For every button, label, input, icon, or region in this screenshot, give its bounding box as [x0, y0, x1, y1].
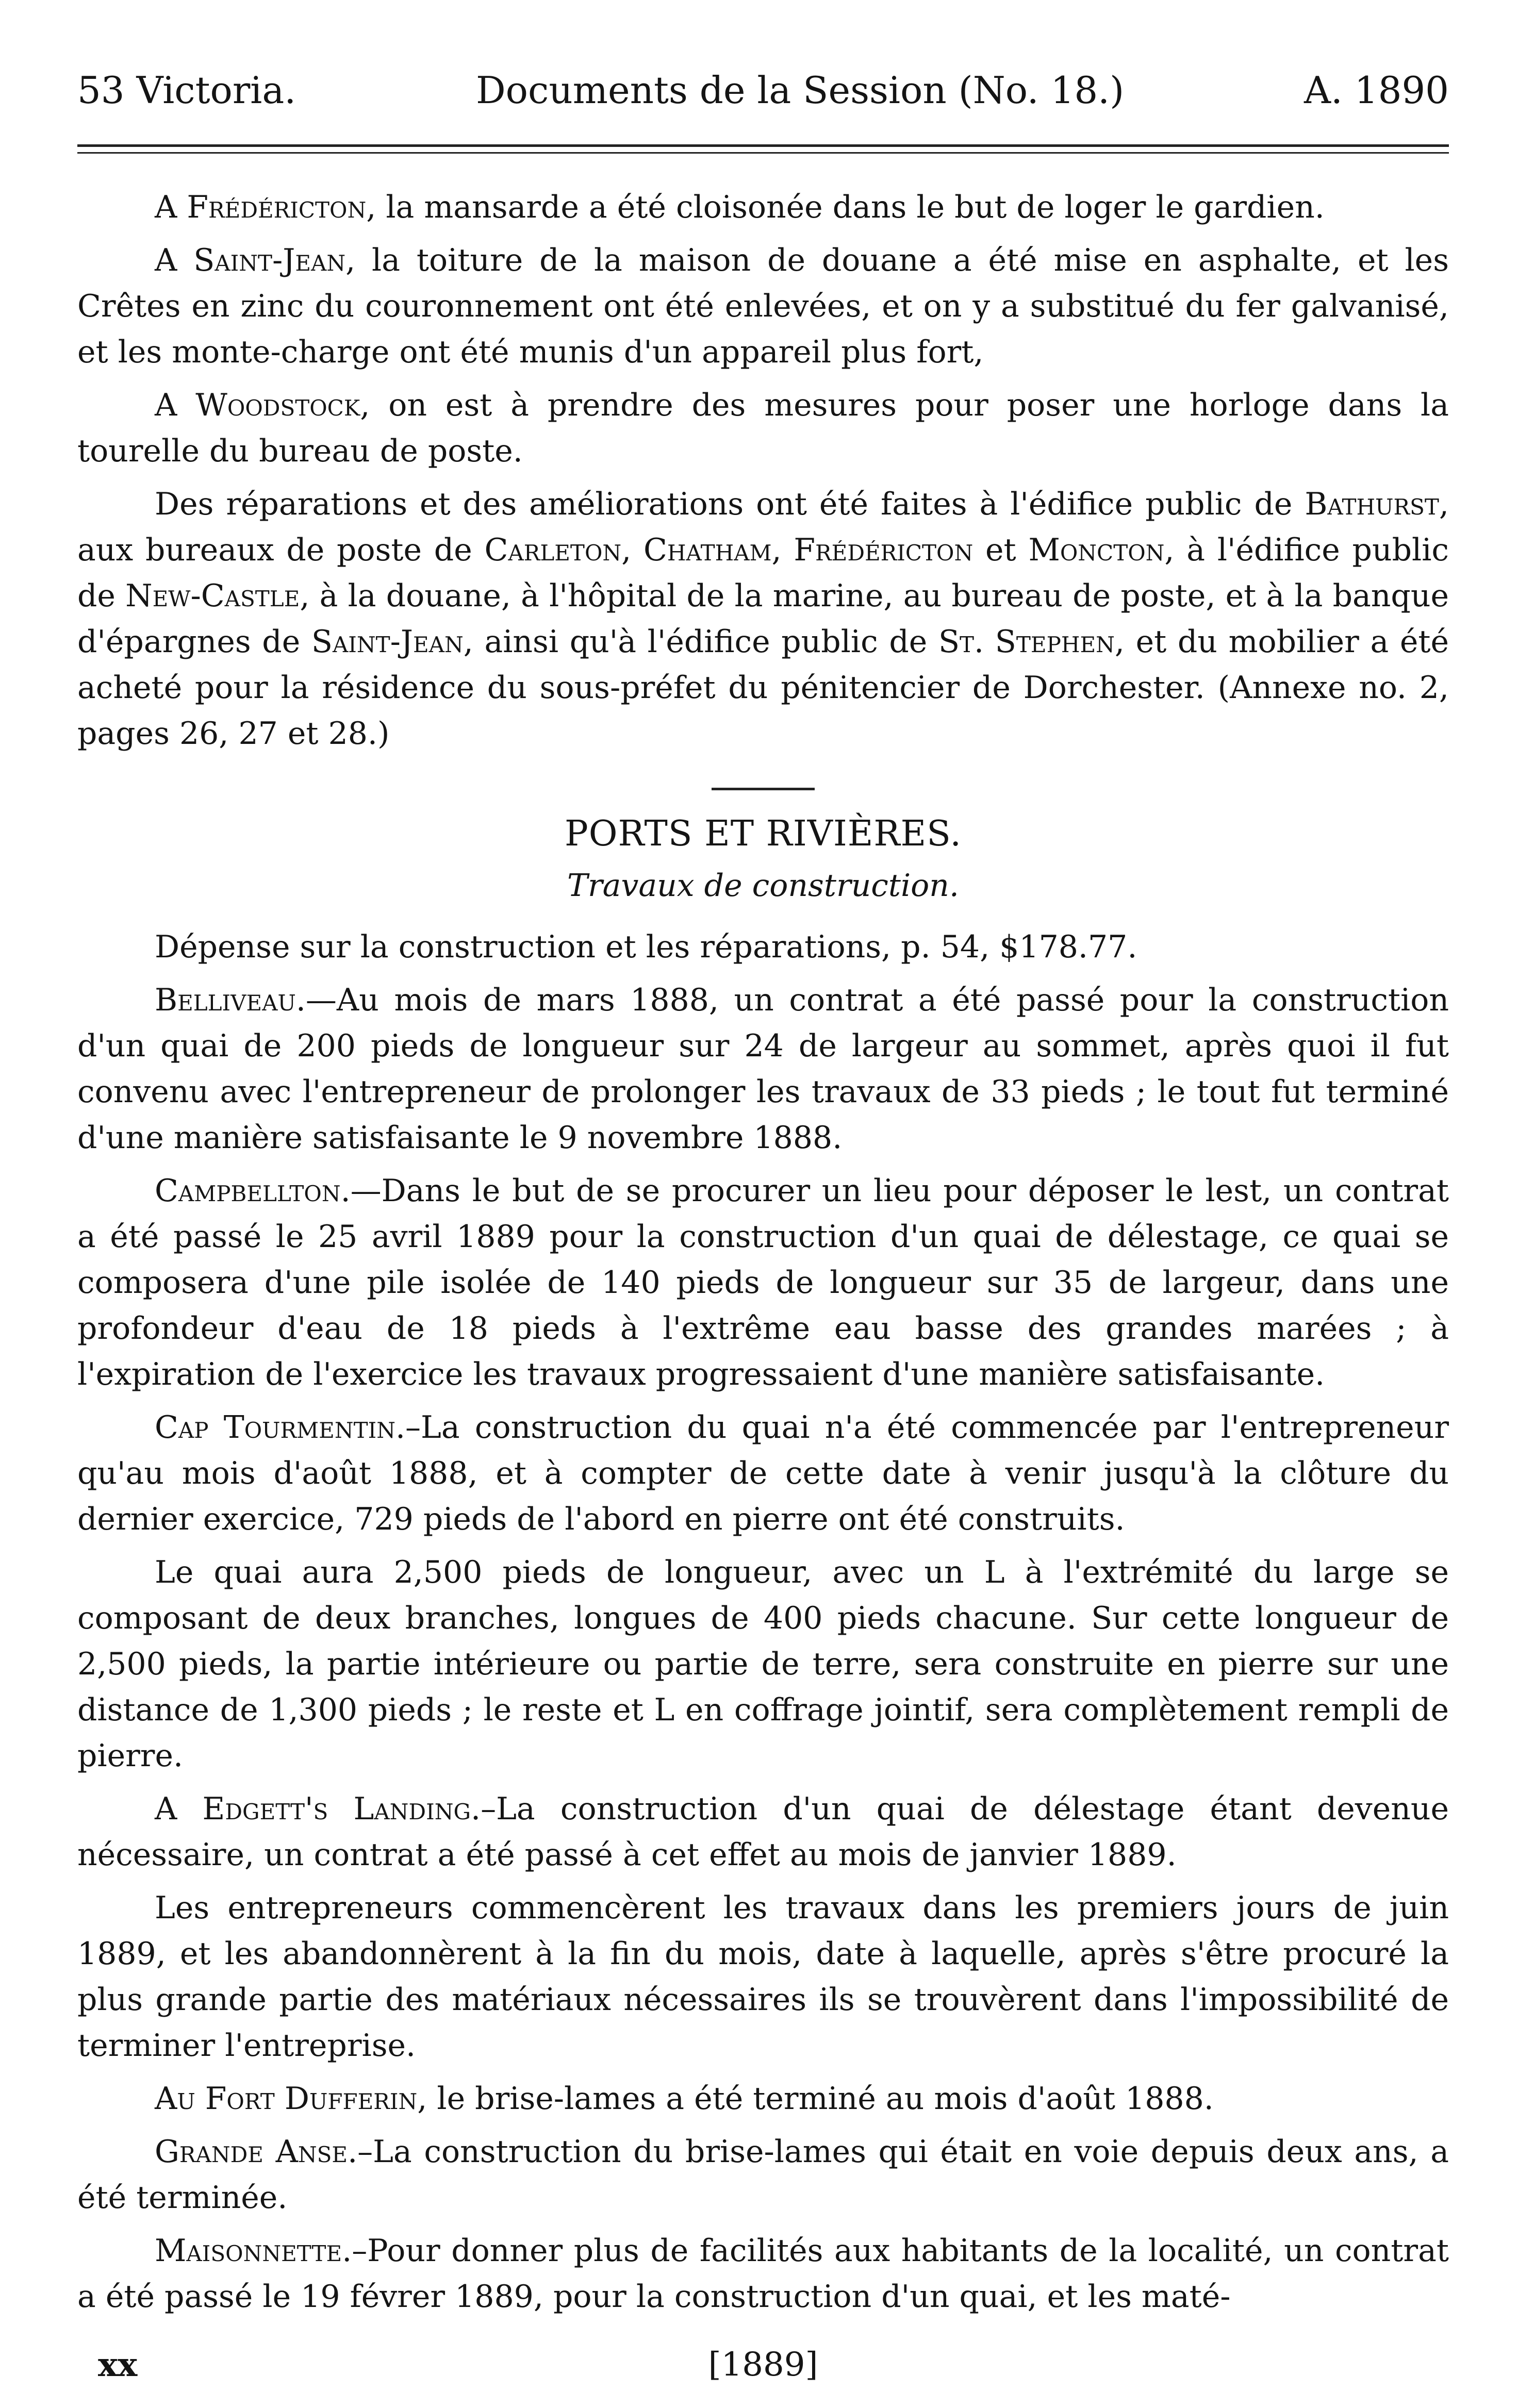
place-name: Woodstock	[195, 387, 360, 423]
place-name: Belliveau	[155, 982, 296, 1018]
paragraph-section-4	[77, 1550, 1449, 1779]
paragraph-text: , le brise-lames a été terminé au mois d'août 1888.	[417, 2081, 1214, 2117]
paragraph-section-7	[77, 2076, 1449, 2122]
paragraph-text: .–La construction du brise-lames qui était en voie depuis deux ans, a été terminée.	[77, 2134, 1449, 2216]
paragraph-text: , à l'édifice public de	[77, 532, 1449, 614]
paragraph-text: .—Au mois de mars 1888, un contrat a été passé pour la construction d'un quai de 200 pieds de longueur sur 24 de largeur au sommet, après quoi il fut convenu avec l'entrepreneur de prolonger les travaux de 33 pieds ; le tout fut terminé d'une manière satisfaisante le 9 novembre 1888.	[77, 982, 1449, 1156]
paragraph-text: ,	[771, 532, 794, 568]
place-name: St. Stephen	[938, 624, 1115, 660]
section-paragraphs	[77, 924, 1449, 2320]
page-footer	[77, 2346, 1449, 2397]
paragraph-top-1	[77, 238, 1449, 375]
body-text	[77, 185, 1449, 2320]
paragraph-top-0	[77, 185, 1449, 230]
place-name: Saint-Jean	[193, 242, 346, 278]
paragraph-section-0	[77, 924, 1449, 970]
place-name: Carleton	[484, 532, 622, 568]
paragraph-lead: A	[155, 242, 194, 278]
paragraph-section-1	[77, 977, 1449, 1161]
paragraph-section-3	[77, 1405, 1449, 1542]
paragraph-text: , la toiture de la maison de douane a été mise en asphalte, et les Crêtes en zinc du couronnement ont été enlevées, et on y a substitué du fer galvanisé, et les monte-charge ont été munis d'un appareil plus fort,	[77, 242, 1449, 370]
place-name: Bathurst	[1305, 486, 1439, 522]
footer-page-marker: [1889]	[708, 2346, 818, 2384]
paragraph-repairs	[77, 481, 1449, 757]
place-name: Chatham	[644, 532, 772, 568]
place-name: Saint-Jean	[311, 624, 464, 660]
paragraph-lead: A	[155, 1791, 203, 1827]
paragraph-section-5	[77, 1786, 1449, 1878]
document-page	[77, 62, 1449, 2384]
paragraph-text: , à la douane, à l'hôpital de la marine, au bureau de poste, et à la banque d'épargnes de	[77, 578, 1449, 660]
paragraph-text: Les entrepreneurs commencèrent les travaux dans les premiers jours de juin 1889, et les abandonnèrent à la fin du mois, date à laquelle, après s'être procuré la plus grande partie des matériaux nécessaires ils se trouvèrent dans l'impossibilité de terminer l'entreprise.	[77, 1890, 1449, 2064]
header-double-rule	[77, 144, 1449, 154]
header-center: Documents de la Session (No. 18.)	[475, 69, 1125, 112]
paragraph-text: .–Pour donner plus de facilités aux habitants de la localité, un contrat a été passé le 19 févrer 1889, pour la construction d'un quai, et les maté-	[77, 2233, 1449, 2315]
place-name: Cap Tourmentin	[155, 1409, 395, 1446]
place-name: Maisonnette	[155, 2233, 342, 2269]
place-name: Frédéricton	[794, 532, 974, 568]
section-divider	[712, 788, 815, 790]
paragraph-lead: A	[155, 387, 196, 423]
place-name: Campbellton	[155, 1173, 341, 1209]
place-name: Grande Anse	[155, 2134, 348, 2170]
place-name: New-Castle	[125, 578, 300, 614]
paragraph-top-2	[77, 383, 1449, 474]
paragraph-text: , on est à prendre des mesures pour poser une horloge dans la tourelle du bureau de poste.	[77, 387, 1449, 469]
paragraph-text: Des réparations et des améliorations ont été faites à l'édifice public de	[155, 486, 1305, 522]
running-header	[77, 62, 1449, 119]
paragraph-text: .–La construction d'un quai de délestage étant devenue nécessaire, un contrat a été passé à cet effet au mois de janvier 1889.	[77, 1791, 1449, 1873]
paragraph-section-6	[77, 1885, 1449, 2069]
place-name: Frédéricton	[187, 189, 367, 225]
paragraph-section-8	[77, 2129, 1449, 2221]
paragraph-text: , ainsi qu'à l'édifice public de	[463, 624, 938, 660]
paragraph-text: , la mansarde a été cloisonée dans le but de loger le gardien.	[366, 189, 1325, 225]
paragraph-section-9	[77, 2228, 1449, 2320]
paragraph-text: ,	[621, 532, 644, 568]
paragraph-text: , aux bureaux de poste de	[77, 486, 1449, 568]
paragraph-text: Dépense sur la construction et les réparations, p. 54, $178.77.	[155, 929, 1137, 965]
section-subtitle: Travaux de construction.	[567, 868, 960, 904]
paragraph-text: .–La construction du quai n'a été commencée par l'entrepreneur qu'au mois d'août 1888, et à compter de cette date à venir jusqu'à la clôture du dernier exercice, 729 pieds de l'abord en pierre ont été construits.	[77, 1409, 1449, 1537]
header-left: 53 Victoria.	[77, 69, 296, 112]
paragraph-text: , et du mobilier a été acheté pour la résidence du sous-préfet du pénitencier de Dorchester. (Annexe no. 2, pages 26, 27 et 28.)	[77, 624, 1449, 752]
section-title: PORTS ET RIVIÈRES.	[565, 813, 962, 854]
place-name: Moncton	[1028, 532, 1165, 568]
top-paragraphs	[77, 185, 1449, 474]
paragraph-text: .—Dans le but de se procurer un lieu pour déposer le lest, un contrat a été passé le 25 avril 1889 pour la construction d'un quai de délestage, ce quai se composera d'une pile isolée de 140 pieds de longueur sur 35 de largeur, dans une profondeur d'eau de 18 pieds à l'extrême eau basse des grandes marées ; à l'expiration de l'exercice les travaux progressaient d'une manière satisfaisante.	[77, 1173, 1449, 1392]
footer-signature-mark: xx	[98, 2346, 138, 2384]
header-right: A. 1890	[1304, 69, 1449, 112]
place-name: Edgett's Landing	[202, 1791, 471, 1827]
paragraph-section-2	[77, 1168, 1449, 1398]
paragraph-text: Le quai aura 2,500 pieds de longueur, avec un L à l'extrémité du large se composant de deux branches, longues de 400 pieds chacune. Sur cette longueur de 2,500 pieds, la partie intérieure ou partie de terre, sera construite en pierre sur une distance de 1,300 pieds ; le reste et L en coffrage jointif, sera complètement rempli de pierre.	[77, 1554, 1449, 1774]
paragraph-lead: A	[155, 189, 187, 225]
place-name: Au Fort Dufferin	[155, 2081, 418, 2117]
paragraph-text: et	[973, 532, 1029, 568]
